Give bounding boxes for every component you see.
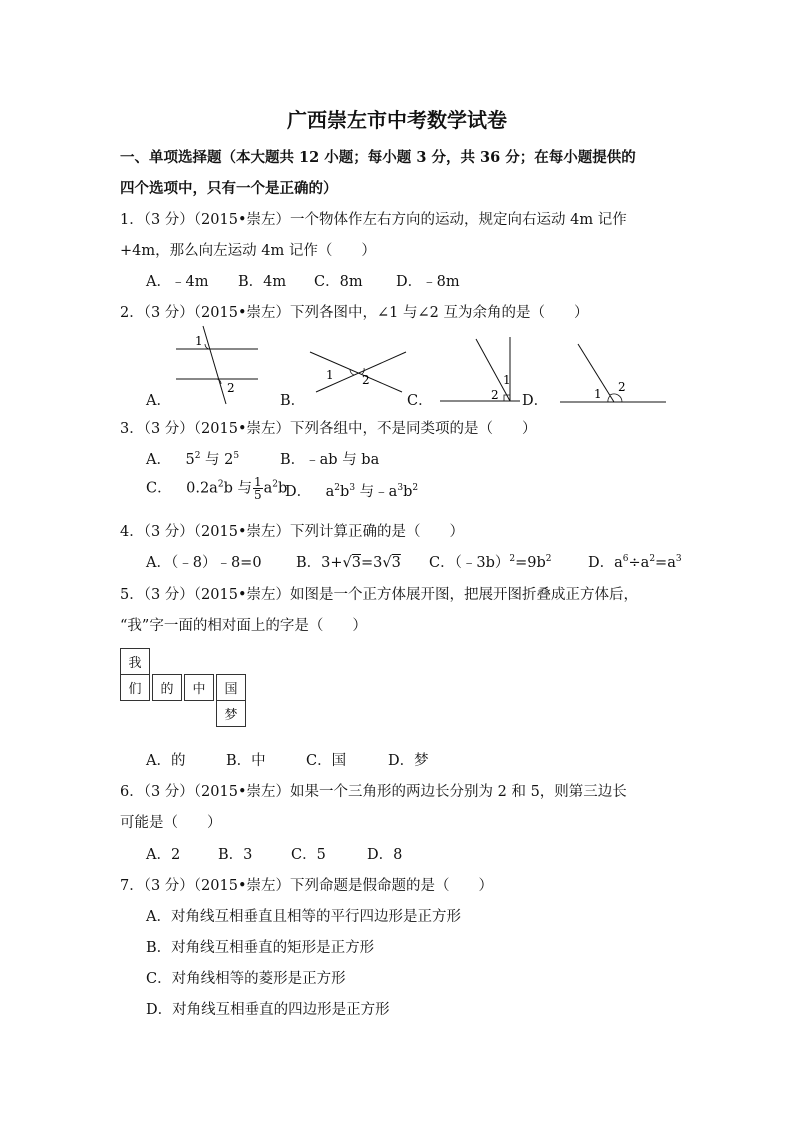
q3-fraction: $\frac{1}{5}$: [253, 475, 262, 502]
q2-figure-b: [302, 346, 410, 396]
q5-stem-line1: 5．（3 分）（2015•崇左）如图是一个正方体展开图，把展开图折叠成正方体后，: [120, 587, 639, 603]
section-heading-line1: 一、单项选择题（本大题共 12 小题；每小题 3 分，共 36 分；在每小题提供的: [120, 149, 636, 166]
cube-face-men: 们: [120, 674, 150, 701]
q7-option-a: A．对角线互相垂直且相等的平行四边形是正方形: [146, 909, 461, 925]
q2a-angle-label-2: 2: [227, 381, 235, 395]
cube-face-meng: 梦: [216, 700, 246, 727]
cube-face-wo: 我: [120, 648, 150, 675]
q4-stem: 4．（3 分）（2015•崇左）下列计算正确的是（ ）: [120, 524, 465, 540]
q2c-angle-label-1: 1: [503, 373, 511, 387]
q2-figure-a: [170, 322, 265, 408]
q6-option-d: D．8: [367, 847, 403, 863]
q7-option-d: D．对角线互相垂直的四边形是正方形: [146, 1002, 390, 1018]
cube-face-guo: 国: [216, 674, 246, 701]
q5-option-c: C．国: [306, 753, 347, 769]
q2-option-c: C．: [407, 393, 433, 409]
q1-option-b: B．4m: [238, 274, 287, 290]
q2b-angle-label-1: 1: [326, 368, 334, 382]
cube-face-zhong: 中: [184, 674, 214, 701]
q2d-angle-arc-1: [608, 396, 610, 402]
q4-option-d: D．$a^6\div a^2=a^3$: [588, 554, 682, 571]
q6-option-c: C．5: [291, 847, 326, 863]
q6-option-a: A．2: [146, 847, 181, 863]
q4-option-c: C．$(﹣3b)^2=9b^2$: [429, 554, 552, 571]
q2a-transversal: [203, 326, 226, 404]
q2-option-d: D．: [522, 393, 549, 409]
q1-stem-line2: +4m，那么向左运动 4m 记作（ ）: [120, 243, 376, 259]
q7-option-c: C．对角线相等的菱形是正方形: [146, 971, 346, 987]
q5-option-d: D．梦: [388, 753, 429, 769]
q6-option-b: B．3: [218, 847, 253, 863]
page-title: 广西崇左市中考数学试卷: [287, 108, 507, 132]
q3-stem: 3．（3 分）（2015•崇左）下列各组中，不是同类项的是（ ）: [120, 421, 537, 437]
q2b-angle-label-2: 2: [362, 373, 370, 387]
q2-stem: 2．（3 分）（2015•崇左）下列各图中，∠1 与∠2 互为余角的是（ ）: [120, 305, 589, 321]
q6-stem-line1: 6．（3 分）（2015•崇左）如果一个三角形的两边长分别为 2 和 5，则第三边长: [120, 784, 627, 800]
q3-option-b: B．﹣ab 与 ba: [280, 452, 380, 468]
q5-option-a: A．的: [146, 753, 186, 769]
q4-option-b: B．3+√3=3√3: [296, 555, 401, 571]
q1-stem-line1: 1．（3 分）（2015•崇左）一个物体作左右方向的运动，规定向右运动 4m 记作: [120, 212, 627, 228]
q4-option-a: A．（﹣8）﹣8=0: [146, 555, 262, 571]
q3-option-c: C． $0.2a^2b$ 与 $\frac{1}{5}$ $a^2b$: [146, 475, 288, 502]
q2c-angle-label-2: 2: [491, 388, 499, 402]
q2d-angle-label-1: 1: [594, 387, 602, 401]
q2-figure-d: [556, 340, 668, 406]
q1-option-d: D．﹣8m: [396, 274, 460, 290]
q5-stem-line2: “我”字一面的相对面上的字是（ ）: [120, 618, 367, 634]
q1-option-a: A．﹣4m: [146, 274, 209, 290]
q5-option-b: B．中: [226, 753, 266, 769]
q2-option-b: B．: [280, 393, 306, 409]
q3-option-d: D． $a^2b^3$ 与$﹣a^3b^2$: [285, 483, 419, 500]
q2-figure-c: [436, 333, 524, 405]
q2d-angle-label-2: 2: [618, 380, 626, 394]
q2a-angle-label-1: 1: [195, 334, 203, 348]
q6-stem-line2: 可能是（ ）: [120, 815, 222, 831]
section-heading-line2: 四个选项中，只有一个是正确的）: [120, 180, 338, 197]
q1-option-c: C．8m: [314, 274, 363, 290]
q7-stem: 7．（3 分）（2015•崇左）下列命题是假命题的是（ ）: [120, 878, 494, 894]
q3-option-a: A． $5^2$ 与 $2^5$: [146, 451, 240, 468]
q2b-line-1: [310, 352, 402, 392]
cube-face-de: 的: [152, 674, 182, 701]
q2-option-a: A．: [146, 393, 171, 409]
q7-option-b: B．对角线互相垂直的矩形是正方形: [146, 940, 375, 956]
